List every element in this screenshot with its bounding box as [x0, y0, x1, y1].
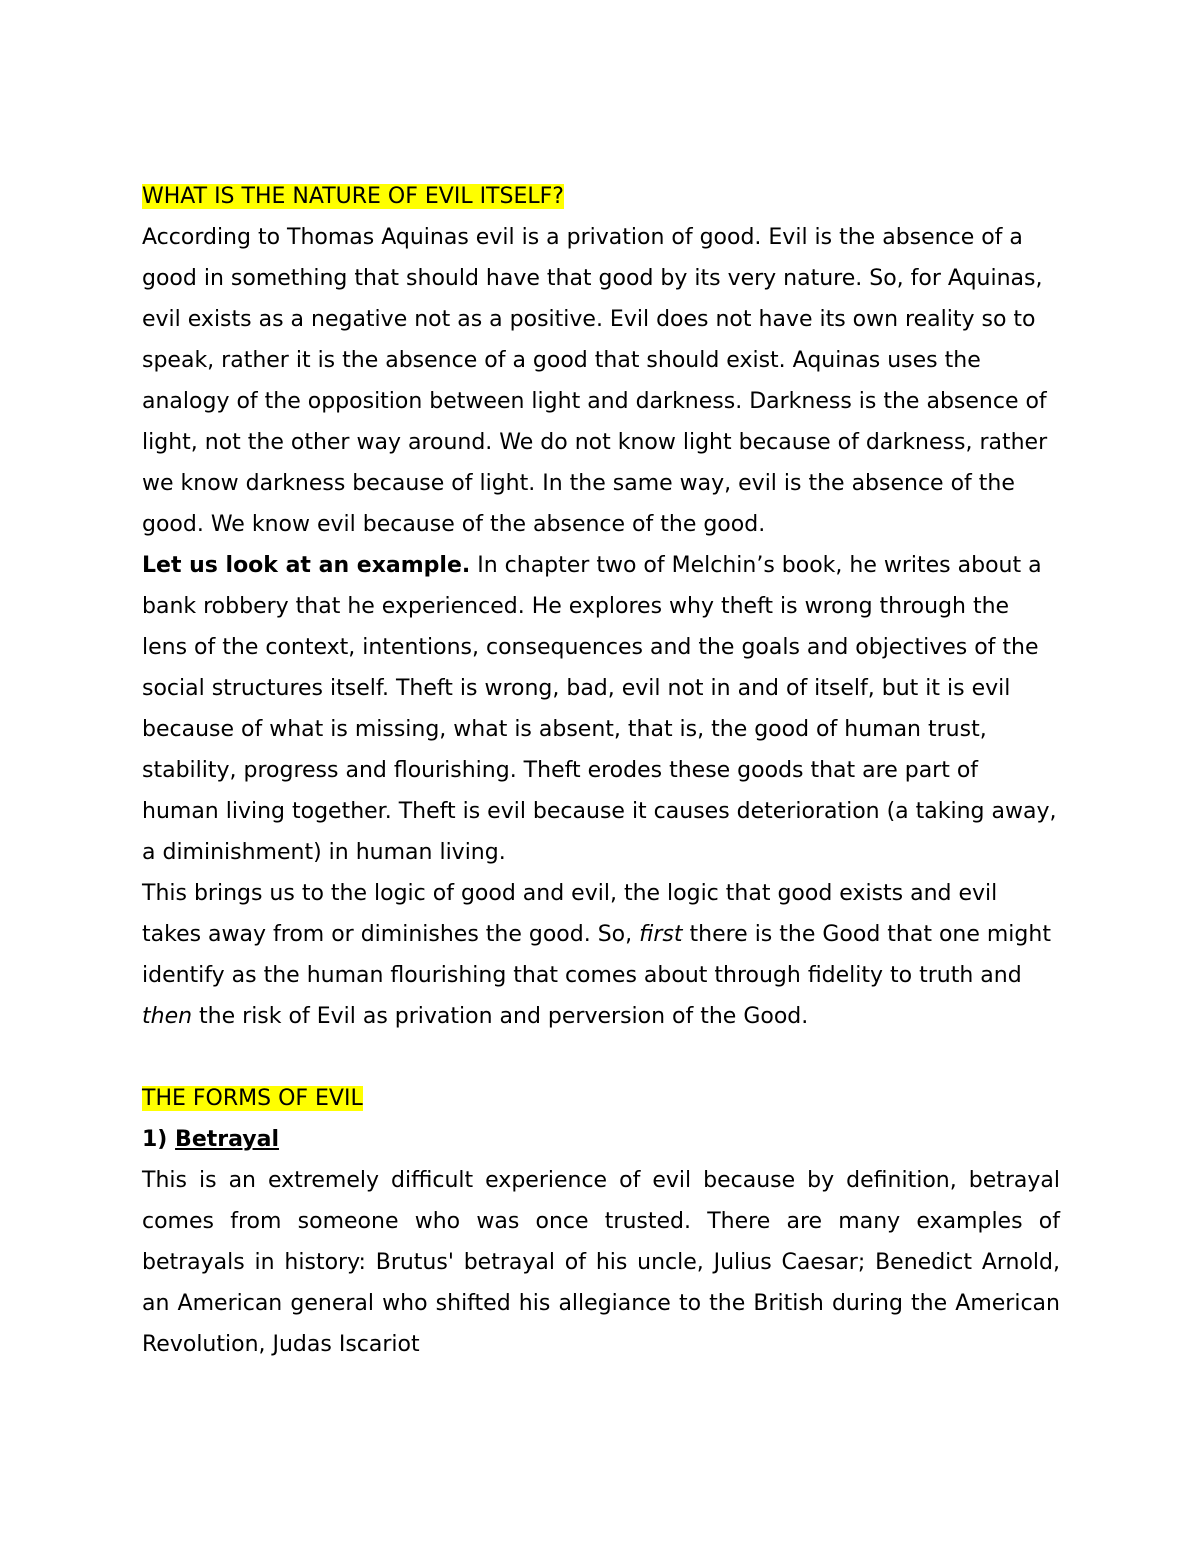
list-item-betrayal-title [142, 1119, 1060, 1160]
logic-text-a: This brings us to the logic of good and evil, the logic that good exists and evil takes away from or diminishes the good. So, [142, 881, 998, 947]
highlighted-heading-text: THE FORMS OF EVIL [142, 1086, 363, 1111]
logic-text-c: the risk of Evil as privation and perversion of the Good. [192, 1004, 809, 1029]
list-item-betrayal-body: This is an extremely difficult experience of evil because by definition, betrayal comes from someone who was once trusted. There are many examples of betrayals in history: Brutus' betrayal of his uncle, Julius Caesar; Benedict Arnold, an American general who shifted his allegiance to the British during the American Revolution, Judas Iscariot [142, 1168, 1060, 1357]
section-heading-nature-of-evil [142, 176, 1060, 217]
example-lead-text: Let us look at an example. [142, 553, 471, 578]
logic-text-b: there is the Good that one might identify as the human flourishing that comes about through fidelity to truth and [142, 922, 1051, 988]
example-body-text: In chapter two of Melchin’s book, he writes about a bank robbery that he experienced. He explores why theft is wrong through the lens of the context, intentions, consequences and the goals and objectives of the social structures itself. Theft is wrong, bad, evil not in and of itself, but it is evil because of what is missing, what is absent, that is, the good of human trust, stability, progress and flourishing. Theft erodes these goods that are part of human living together. Theft is evil because it causes deterioration (a taking away, a diminishment) in human living. [142, 553, 1057, 865]
highlighted-heading-text: WHAT IS THE NATURE OF EVIL ITSELF? [142, 184, 564, 209]
paragraph-logic-of-good-and-evil [142, 873, 1060, 1037]
section-heading-forms-of-evil [142, 1078, 1060, 1119]
paragraph-aquinas: According to Thomas Aquinas evil is a privation of good. Evil is the absence of a good in something that should have that good by its very nature. So, for Aquinas, evil exists as a negative not as a positive. Evil does not have its own reality so to speak, rather it is the absence of a good that should exist. Aquinas uses the analogy of the opposition between light and darkness. Darkness is the absence of light, not the other way around. We do not know light because of darkness, rather we know darkness because of light. In the same way, evil is the absence of the good. We know evil because of the absence of the good. [142, 225, 1048, 537]
list-item-number: 1) [142, 1127, 168, 1152]
logic-emphasis-first: first [639, 922, 683, 947]
paragraph-example [142, 545, 1060, 873]
blank-line [142, 1037, 1060, 1078]
logic-emphasis-then: then [142, 1004, 193, 1029]
document-page [142, 176, 1060, 1365]
list-item-title-text: Betrayal [175, 1127, 279, 1152]
